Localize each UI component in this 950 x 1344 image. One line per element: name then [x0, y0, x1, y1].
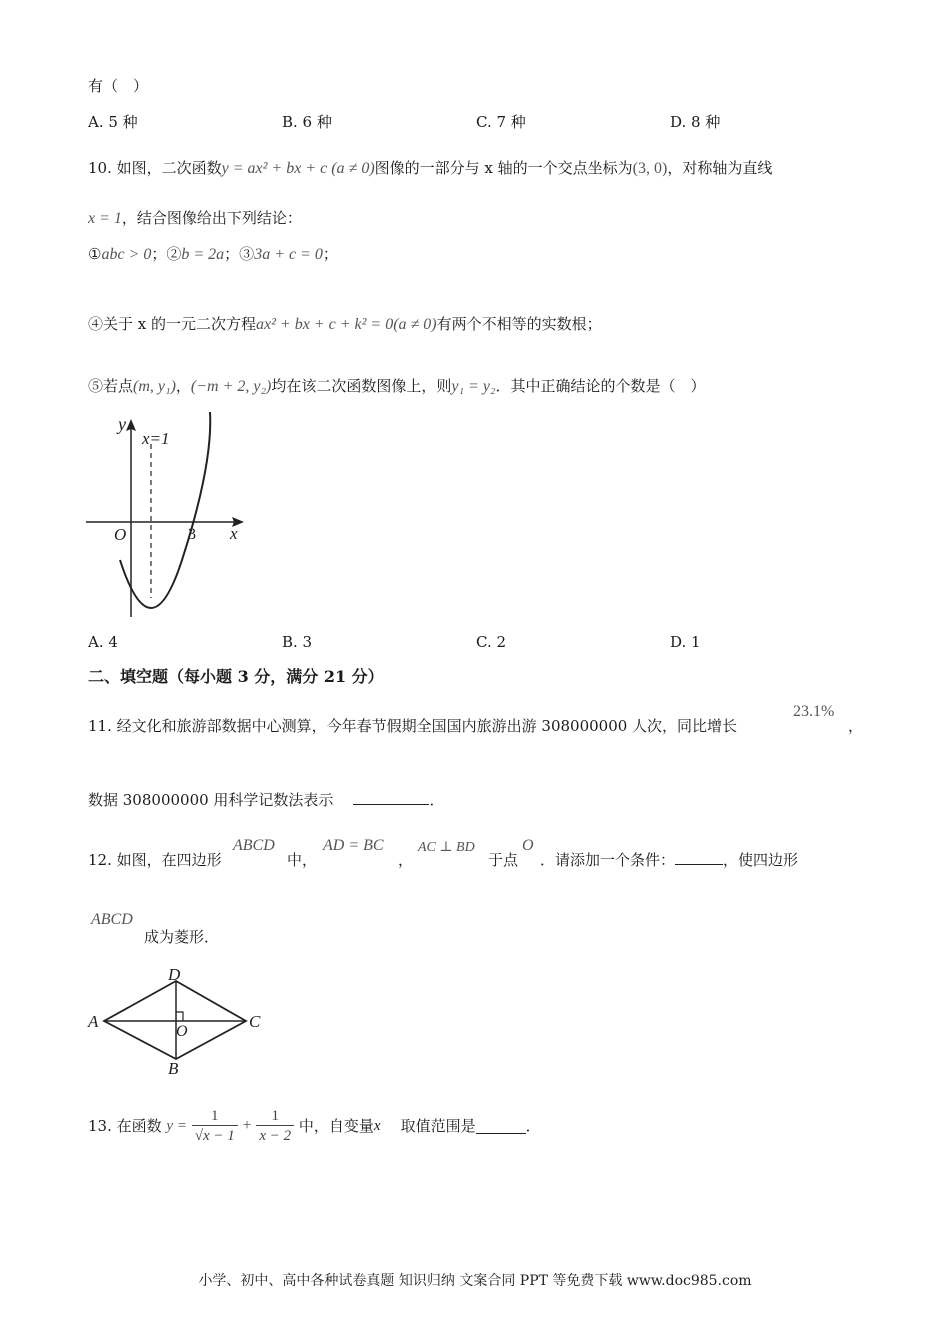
q10-c5-p2: (−m + 2, y₂) — [190, 378, 272, 395]
q10-intro-c: ，对称轴为直线 — [667, 159, 773, 177]
q11-line2-text: 数据 308000000 用科学记数法表示 — [88, 791, 334, 809]
q9-option-a: A. 5 种 — [88, 113, 138, 131]
x-axis-label: x — [230, 524, 238, 543]
q9-option-b: B. 6 种 — [282, 113, 332, 131]
q10-axis-formula: x = 1 — [88, 210, 122, 227]
q10-option-c: C. 2 — [476, 633, 507, 651]
q10-c4-formula: ax² + bx + c + k² = 0(a ≠ 0) — [256, 316, 437, 333]
q10-line1 — [88, 158, 772, 179]
right-angle-mark-icon — [176, 1012, 183, 1021]
q10-option-b: B. 3 — [282, 633, 313, 651]
origin-label: O — [114, 525, 127, 544]
q11-line2 — [88, 790, 444, 810]
q10-sep3: ； — [322, 245, 338, 263]
q11-end: ． — [429, 791, 445, 809]
q12-rhombus-figure — [84, 964, 274, 1080]
q10-c1: abc > 0 — [101, 246, 152, 263]
q13-y: y = — [166, 1118, 187, 1134]
q11-comma: ， — [848, 717, 864, 735]
q13-plus: + — [242, 1117, 252, 1134]
q10-sep2: ；③ — [224, 245, 255, 263]
q12-answer-blank[interactable] — [675, 850, 723, 865]
q10-c5-p1: (m, y₁) — [133, 378, 176, 395]
q10-conclusion-4 — [88, 314, 602, 335]
q10-c5-comma: ， — [175, 377, 191, 395]
q12-b: 中， — [287, 851, 318, 869]
q10-option-d: D. 1 — [670, 633, 701, 651]
q11-percent: 23.1% — [793, 703, 835, 720]
section-title: 二、填空题（每小题 3 分，满分 21 分） — [88, 667, 384, 686]
q13-frac2-num: 1 — [256, 1107, 294, 1126]
rhombus-outline — [104, 981, 246, 1059]
q12-point: O — [522, 837, 534, 854]
q13-c: 取值范围是 — [400, 1117, 476, 1135]
q10-c3: 3a + c = 0 — [254, 246, 323, 263]
q13-fraction-2 — [256, 1107, 294, 1146]
q12-f: ，使四边形 — [723, 851, 799, 869]
q12-c: ， — [398, 851, 414, 869]
q13-var: x — [373, 1118, 381, 1134]
q10-point: (3, 0) — [632, 160, 668, 177]
q12-intro: 12. 如图，在四边形 — [88, 851, 222, 869]
q10-c5-eq: y₁ = y₂ — [451, 378, 496, 395]
center-label-o: O — [176, 1023, 188, 1040]
q10-c4-a: ④关于 x 的一元二次方程 — [88, 315, 256, 333]
q10-c4-b: 有两个不相等的实数根； — [436, 315, 602, 333]
q13-fraction-1 — [192, 1107, 238, 1146]
q12-line2-quad: ABCD — [91, 911, 133, 928]
q10-conclusion-5 — [88, 376, 706, 397]
vertex-label-c: C — [249, 1012, 261, 1031]
q10-line2-text: ，结合图像给出下列结论： — [121, 209, 302, 227]
q10-parabola-graph — [84, 412, 254, 622]
q10-c5-b: 均在该二次函数图像上，则 — [271, 377, 452, 395]
q9-option-d: D. 8 种 — [670, 113, 721, 131]
q13-frac1-den: √x − 1 — [194, 1127, 235, 1144]
q9-tail: 有（ ） — [88, 77, 149, 95]
q10-c1-mark: ① — [88, 245, 102, 263]
vertex-label-a: A — [88, 1012, 99, 1031]
q10-intro-b: 图像的一部分与 x 轴的一个交点坐标为 — [374, 159, 633, 177]
root-label: 3 — [188, 526, 196, 543]
q10-intro: 10. 如图，二次函数 — [88, 159, 222, 177]
q13-frac2-den: x − 2 — [259, 1127, 292, 1144]
q9-option-c: C. 7 种 — [476, 113, 526, 131]
q11-line1: 11. 经文化和旅游部数据中心测算，今年春节假期全国国内旅游出游 308000000 人次，同比增长 — [88, 717, 738, 735]
q10-c5-a: ⑤若点 — [88, 377, 134, 395]
q13-b: 中，自变量 — [298, 1117, 374, 1135]
q13-line — [88, 1104, 541, 1148]
y-axis-label: y — [118, 414, 126, 434]
q13-answer-blank[interactable] — [476, 1119, 526, 1134]
q10-c5-c: ．其中正确结论的个数是（ ） — [495, 377, 706, 395]
q10-option-a: A. 4 — [88, 633, 118, 651]
q12-eq: AD = BC — [323, 837, 384, 854]
vertex-label-d: D — [168, 965, 181, 984]
q11-answer-blank[interactable] — [353, 790, 429, 805]
vertex-label-b: B — [168, 1059, 179, 1078]
q12-e: ．请添加一个条件： — [540, 851, 676, 869]
q10-line2 — [88, 208, 302, 229]
q10-c2: b = 2a — [181, 246, 225, 263]
q13-d: ． — [525, 1117, 541, 1135]
q12-d: 于点 — [488, 851, 519, 869]
q12-line2-text: 成为菱形． — [144, 928, 220, 946]
q12-rest — [540, 850, 798, 870]
q13-frac1-num: 1 — [192, 1107, 238, 1126]
q13-intro: 13. 在函数 — [88, 1117, 162, 1135]
symmetry-axis-label: x=1 — [142, 429, 170, 448]
q12-perp: AC ⊥ BD — [418, 840, 475, 855]
q10-conclusions-123 — [88, 244, 338, 265]
page-footer: 小学、初中、高中各种试卷真题 知识归纳 文案合同 PPT 等免费下载 www.doc985.com — [198, 1273, 752, 1289]
q12-quad: ABCD — [233, 837, 275, 854]
q10-formula: y = ax² + bx + c (a ≠ 0) — [221, 160, 375, 177]
q10-sep1: ；② — [151, 245, 182, 263]
